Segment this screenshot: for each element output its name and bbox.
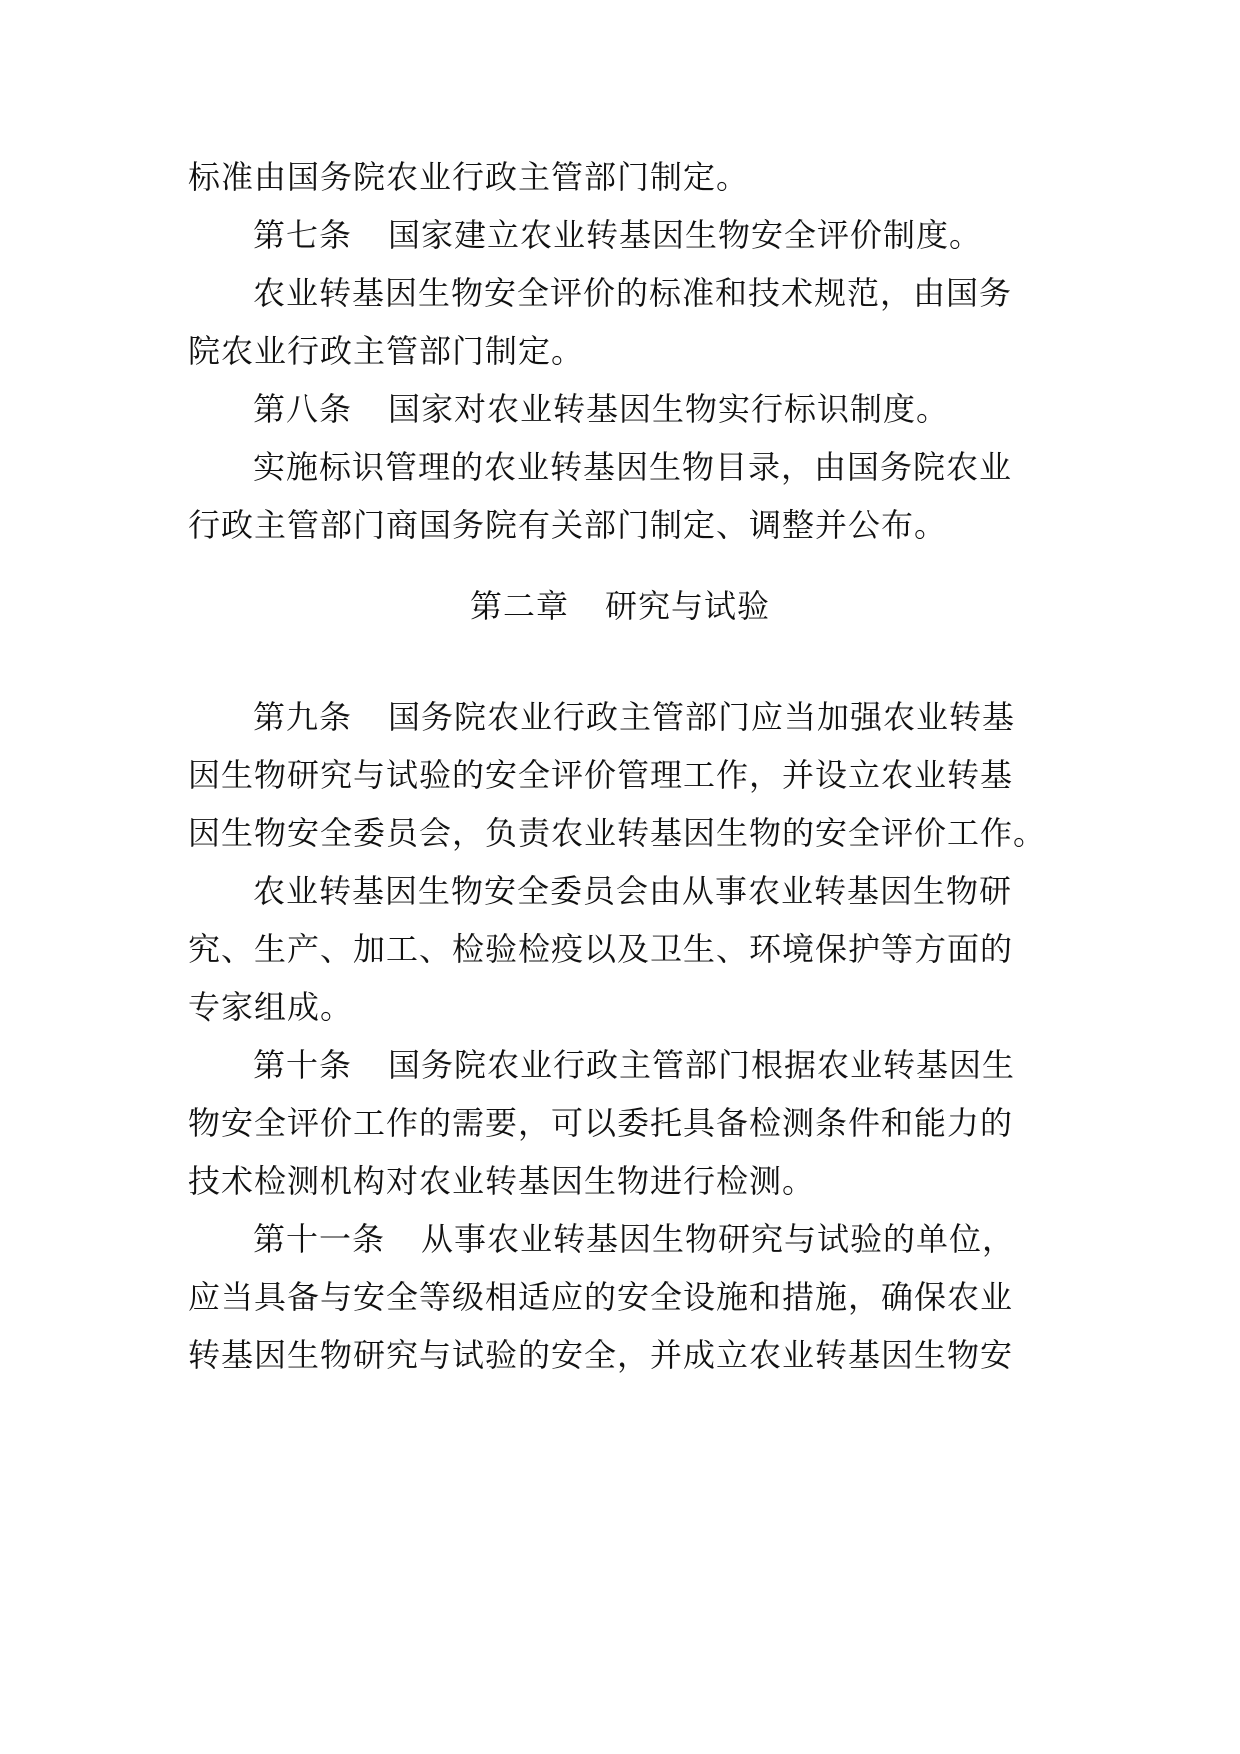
article-9-line-3: 因生物安全委员会，负责农业转基因生物的安全评价工作。 [188,814,1047,852]
paragraph-6-tail: 标准由国务院农业行政主管部门制定。 [188,158,750,196]
article-8-para2-line-1: 实施标识管理的农业转基因生物目录，由国务院农业 [253,448,1013,486]
article-8-label: 第八条 [253,390,353,428]
article-10-line-2: 物安全评价工作的需要，可以委托具备检测条件和能力的 [188,1104,1014,1142]
article-7-body: 国家建立农业转基因生物安全评价制度。 [388,216,983,254]
article-9-label: 第九条 [253,698,353,736]
article-7-line-1 [253,213,982,257]
chapter-2-title: 研究与试验 [605,587,771,625]
article-8-body: 国家对农业转基因生物实行标识制度。 [388,390,950,428]
chapter-2-label: 第二章 [469,587,569,625]
article-11-line-2: 应当具备与安全等级相适应的安全设施和措施，确保农业 [188,1278,1014,1316]
article-10-line-1: 第十条 国务院农业行政主管部门根据农业转基因生 [253,1046,1016,1084]
article-10-line-3: 技术检测机构对农业转基因生物进行检测。 [188,1162,816,1200]
chapter-2-heading [0,584,1240,628]
article-7-para2-line-1: 农业转基因生物安全评价的标准和技术规范，由国务 [253,274,1013,312]
article-8-para2-line-2: 行政主管部门商国务院有关部门制定、调整并公布。 [188,506,948,544]
article-11-label: 第十一条 [253,1220,386,1258]
article-9-para2-line-3: 专家组成。 [188,988,354,1026]
article-11-line-1: 第十一条 从事农业转基因生物研究与试验的单位， [253,1220,1016,1258]
article-9-line-2: 因生物研究与试验的安全评价管理工作，并设立农业转基 [188,756,1014,794]
article-9-para2-line-1: 农业转基因生物安全委员会由从事农业转基因生物研 [253,872,1013,910]
article-10-label: 第十条 [253,1046,353,1084]
article-9-para2-line-2: 究、生产、加工、检验检疫以及卫生、环境保护等方面的 [188,930,1014,968]
article-8-line-1 [253,387,949,431]
article-9-line-1: 第九条 国务院农业行政主管部门应当加强农业转基 [253,698,1016,736]
article-7-para2-line-2: 院农业行政主管部门制定。 [188,332,585,370]
article-11-line-3: 转基因生物研究与试验的安全，并成立农业转基因生物安 [188,1336,1014,1374]
article-7-label: 第七条 [253,216,353,254]
